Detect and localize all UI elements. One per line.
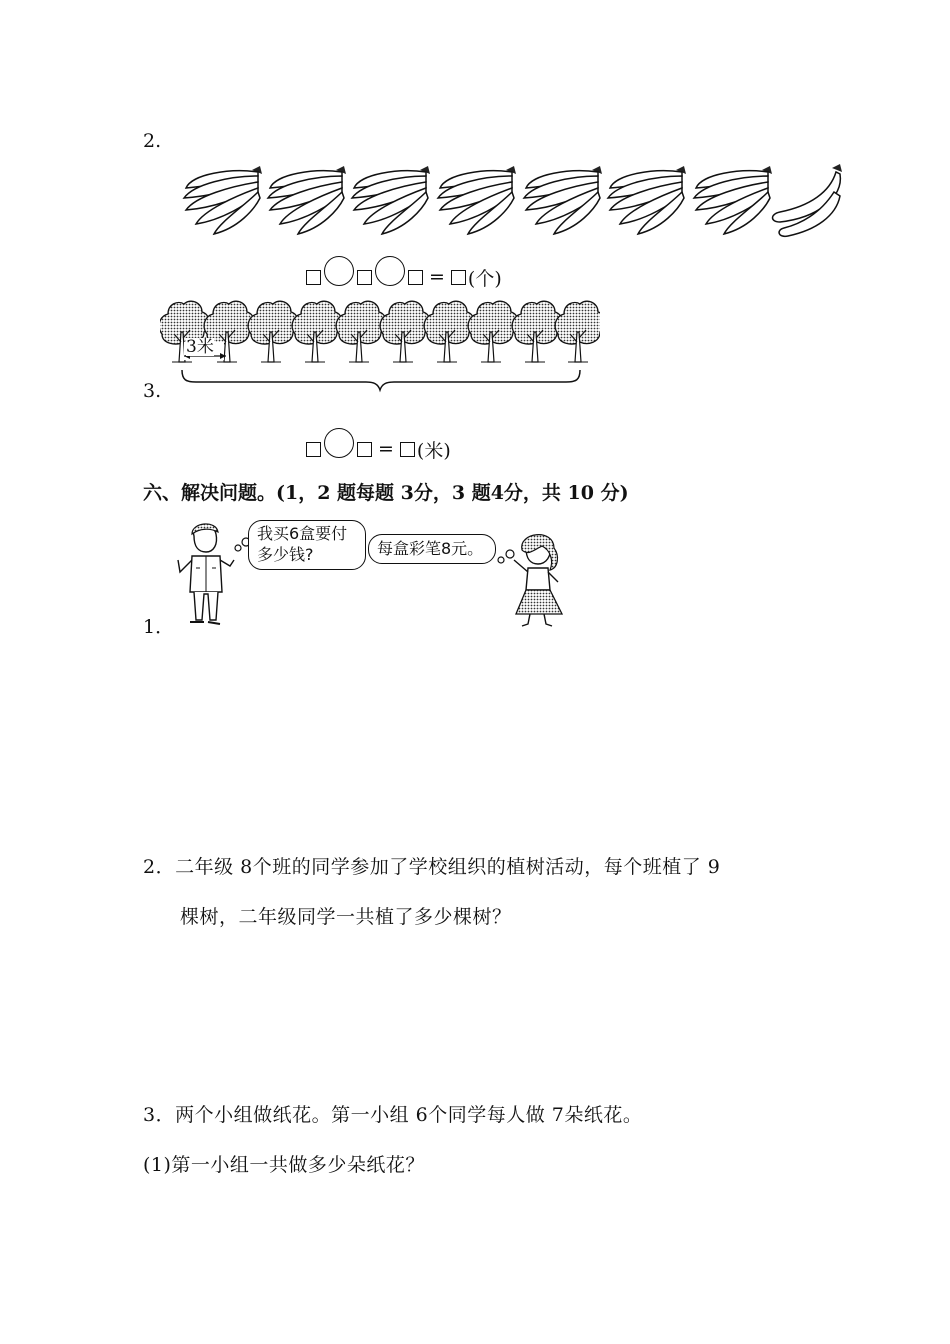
- question-3-number: 3.: [143, 380, 162, 402]
- problem-3-sub-1: (1)第一小组一共做多少朵纸花？: [143, 1154, 425, 1176]
- answer-box-2[interactable]: [357, 270, 372, 285]
- tree-3: [248, 301, 298, 362]
- tree-5: [336, 301, 386, 362]
- tree-8: [468, 301, 518, 362]
- girl-figure: [514, 535, 562, 626]
- tree-6: [380, 301, 430, 362]
- tree-operator-circle[interactable]: [324, 428, 354, 458]
- answer-box-3[interactable]: [408, 270, 423, 285]
- section-6-title: 六、解决问题。(1，2 题每题 3分，3 题4分，共 10 分): [143, 482, 629, 504]
- tree-10: [555, 301, 600, 362]
- boy-speech-line-2: 多少钱?: [257, 545, 314, 564]
- boy-figure: [178, 524, 234, 624]
- interval-label: 3米: [186, 337, 214, 357]
- boy-speech-line-1: 我买6盒要付: [257, 524, 348, 543]
- tree-4: [292, 301, 342, 362]
- boy-speech-bubble: [248, 520, 366, 570]
- banana-bunch-4: [438, 166, 516, 234]
- tree-9: [512, 301, 562, 362]
- answer-box-result[interactable]: [451, 270, 466, 285]
- tree-answer-box-1[interactable]: [306, 442, 321, 457]
- operator-circle-1[interactable]: [324, 256, 354, 286]
- equation-bananas: = (个): [304, 262, 502, 292]
- single-banana: [773, 164, 843, 236]
- tree-7: [424, 301, 474, 362]
- tree-illustration: [160, 296, 600, 394]
- banana-bunch-5: [524, 166, 602, 234]
- problem-2-line-1: 2．二年级 8个班的同学参加了学校组织的植树活动，每个班植了 9: [143, 856, 721, 878]
- banana-bunch-3: [352, 166, 430, 234]
- unit-label: (个): [467, 267, 502, 290]
- problem-2-number: 2．: [143, 856, 176, 878]
- tree-answer-box-result[interactable]: [400, 442, 415, 457]
- problem-2-line-2: 棵树，二年级同学一共植了多少棵树？: [180, 906, 512, 928]
- tree-unit-label: (米): [416, 439, 451, 462]
- problem-3-line-1: 3．两个小组做纸花。第一小组 6个同学每人做 7朵纸花。: [143, 1104, 643, 1126]
- total-brace: [182, 370, 580, 390]
- equation-trees: = (米): [304, 434, 451, 464]
- banana-bunch-1: [184, 166, 262, 234]
- banana-bunch-7: [694, 166, 772, 234]
- girl-speech-text: 每盒彩笔8元。: [377, 539, 484, 558]
- banana-illustration: [180, 162, 850, 246]
- girl-speech-bubble: [368, 534, 496, 564]
- banana-bunch-2: [268, 166, 346, 234]
- question-2-number: 2.: [143, 130, 162, 152]
- banana-bunch-6: [608, 166, 686, 234]
- operator-circle-2[interactable]: [375, 256, 405, 286]
- answer-box-1[interactable]: [306, 270, 321, 285]
- tree-answer-box-2[interactable]: [357, 442, 372, 457]
- problem-1-number: 1．: [143, 616, 175, 638]
